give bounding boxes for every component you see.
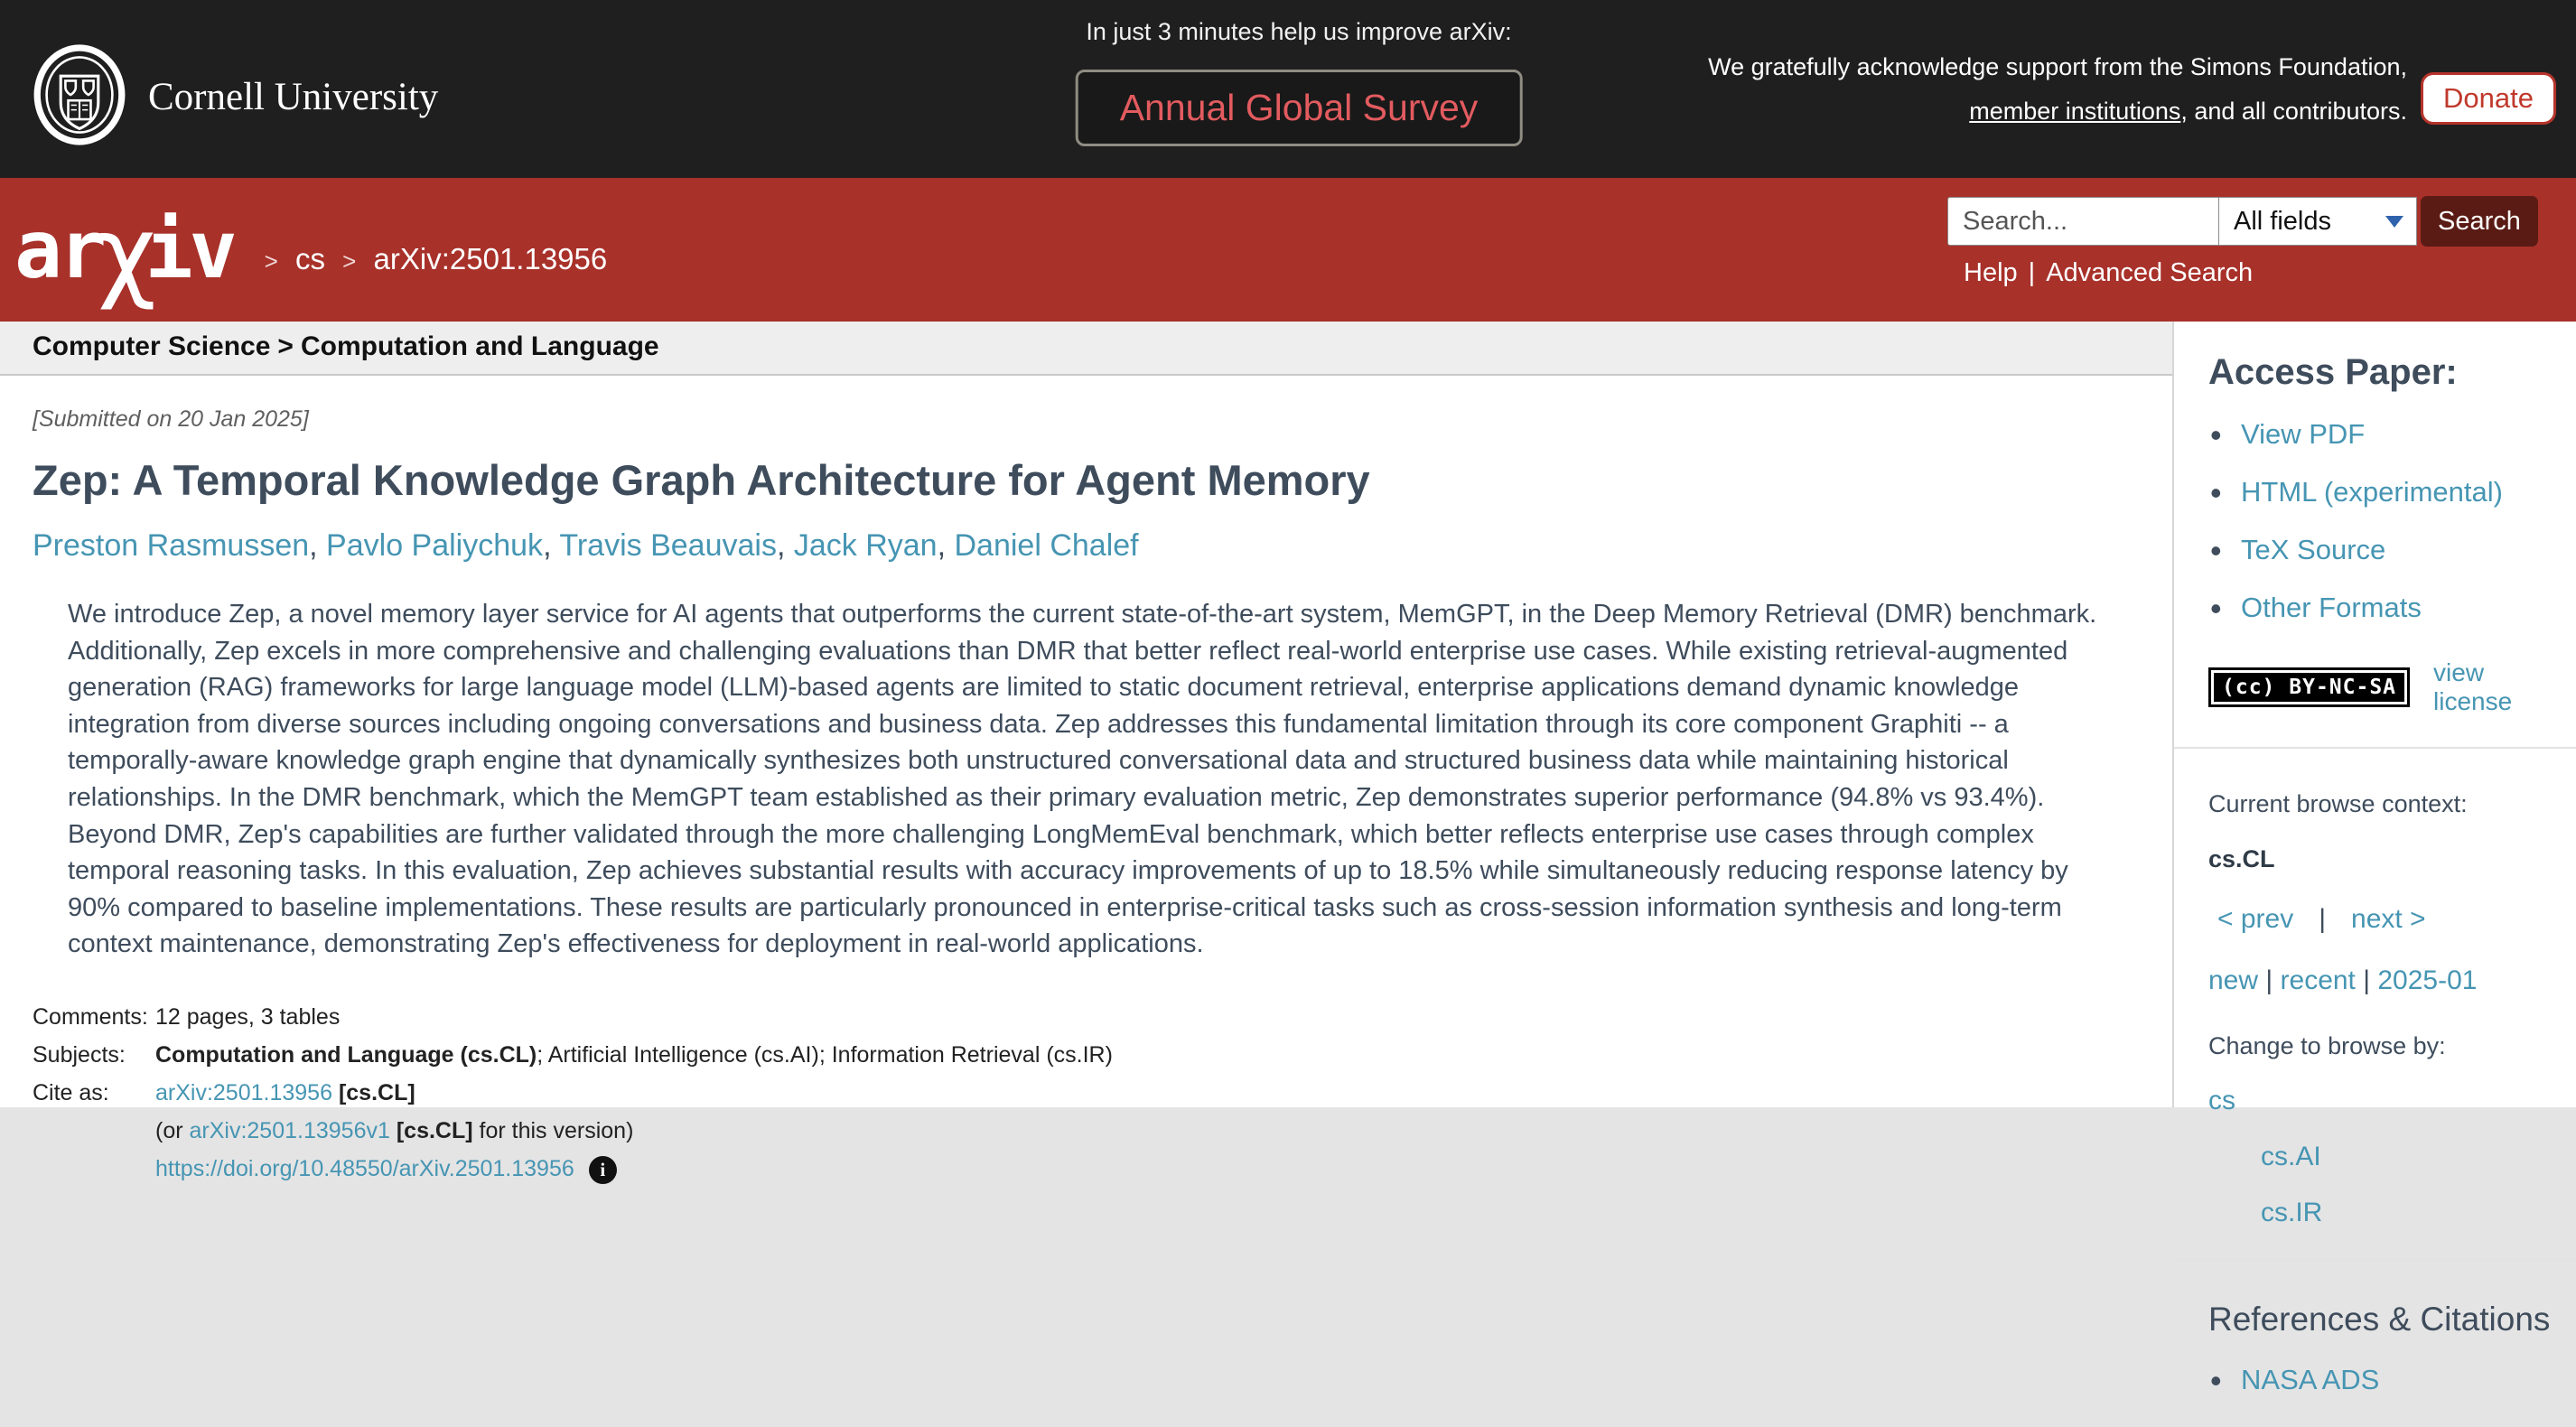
author-link[interactable]: Pavlo Paliychuk , (326, 528, 559, 563)
author-link[interactable]: Travis Beauvais , (559, 528, 794, 563)
version-prefix: (or (155, 1117, 190, 1143)
arxiv-version-link[interactable]: arXiv:2501.13956v1 (189, 1117, 390, 1143)
acknowledgment-line1: We gratefully acknowledge support from the Simons Foundation, (1708, 53, 2407, 80)
subject-primary-link[interactable]: Computer Science (33, 331, 271, 361)
help-link[interactable]: Help (1964, 258, 2018, 287)
acknowledgment-text (1708, 45, 2407, 134)
info-icon[interactable]: i (589, 1156, 617, 1184)
prev-next-pipe: | (2319, 904, 2327, 934)
chevron-down-icon (2385, 216, 2403, 228)
page-body (0, 322, 2576, 1395)
references-citations-title: References & Citations (2208, 1301, 2551, 1338)
author-link[interactable]: Jack Ryan , (794, 528, 955, 563)
arxiv-logo[interactable]: ar χ iv (14, 195, 234, 312)
next-link[interactable]: next > (2351, 904, 2426, 934)
change-browse-label: Change to browse by: (2208, 1032, 2446, 1059)
browse-by-link[interactable]: cs (2208, 1086, 2235, 1115)
breadcrumb-arxiv-id-link[interactable]: arXiv:2501.13956 (373, 241, 608, 275)
access-link-item (2241, 418, 2551, 451)
browse-by-item (2261, 1198, 2551, 1228)
annual-global-survey-button[interactable]: Annual Global Survey (1076, 70, 1523, 146)
field-selector-value: All fields (2234, 206, 2331, 236)
search-button[interactable]: Search (2421, 196, 2538, 247)
view-license-link[interactable]: view license (2433, 658, 2513, 715)
subjects-value (155, 1042, 1113, 1068)
references-citations-section (2174, 1261, 2576, 1427)
listing-nav-item (2377, 965, 2477, 995)
cornell-seal-icon (33, 43, 126, 151)
listing-nav (2208, 965, 2551, 996)
browse-by-link[interactable]: cs.IR (2261, 1198, 2323, 1227)
help-divider: | (2028, 258, 2036, 287)
sidebar (2172, 322, 2576, 1395)
prev-link[interactable]: < prev (2217, 904, 2294, 934)
subject-secondary: Computation and Language (300, 331, 659, 361)
subjects-label: Subjects: (33, 1041, 126, 1068)
version-class: [cs.CL] (396, 1117, 473, 1143)
abstract-text: We introduce Zep, a novel memory layer service for AI agents that outperforms the current state-of-the-art system, MemGPT, in the Deep Memory Retrieval (DMR) benchmark. Additionally, Zep excels in more comprehensive and challenging evaluations than DMR that better reflect real-world enterprise use cases. While existing retrieval-augmented generation (RAG) frameworks for large language model (LLM)-based agents are limited to static document retrieval, enterprise applications demand dynamic knowledge integration from diverse sources including ongoing conversations and business data. Zep addresses this fundamental limitation through its core component Graphiti -- a temporally-aware knowledge graph engine that dynamically synthesizes both unstructured conversational data and structured business data while maintaining historical relationships. In the DMR benchmark, which the MemGPT team established as their primary evaluation metric, Zep demonstrates superior performance (94.8% vs 93.4%). Beyond DMR, Zep's capabilities are further validated through the more challenging LongMemEval benchmark, which better reflects enterprise use cases through complex temporal reasoning tasks. In this evaluation, Zep achieves substantial results with accuracy improvements of up to 18.5% while simultaneously reducing response latency by 90% compared to baseline implementations. These results are particularly pronounced in enterprise-critical tasks such as cross-session information synthesis and long-term context maintenance, demonstrating Zep's effectiveness for deployment in real-world applications. (68, 600, 2097, 959)
cite-class: [cs.CL] (338, 1079, 415, 1105)
cite-line-3 (155, 1156, 633, 1184)
access-paper-title: Access Paper: (2208, 352, 2458, 392)
version-suffix: for this version) (472, 1117, 634, 1143)
cc-icon: (cc) (2222, 676, 2276, 699)
listing-nav-item (2281, 965, 2378, 995)
article (0, 406, 2172, 1196)
cite-line-1 (155, 1080, 633, 1106)
author-link[interactable]: Preston Rasmussen , (33, 528, 326, 563)
subject-strip (0, 322, 2172, 376)
subjects-rest: ; Artificial Intelligence (cs.AI); Information Retrieval (cs.IR) (537, 1041, 1113, 1068)
browse-context-section (2174, 749, 2576, 1259)
arxiv-id-link[interactable]: arXiv:2501.13956 (155, 1079, 332, 1105)
access-link-item (2241, 476, 2551, 508)
prev-next-nav (2208, 904, 2551, 935)
cite-as-value (155, 1080, 633, 1196)
arxiv-logo-ar: ar (14, 203, 103, 296)
author-link[interactable]: Daniel Chalef (954, 528, 1139, 564)
subjects-primary: Computation and Language (cs.CL) (155, 1041, 537, 1068)
browse-by-link[interactable]: cs.AI (2261, 1142, 2321, 1171)
cite-as-row (33, 1080, 2105, 1196)
cornell-wordmark: Cornell University (148, 76, 439, 118)
listing-nav-link[interactable]: recent (2280, 965, 2356, 995)
arxiv-logo-iv: iv (145, 203, 234, 296)
cc-badge-text: BY-NC-SA (2289, 676, 2397, 699)
breadcrumb-cs-link[interactable]: cs (295, 241, 325, 275)
metadata-table (33, 1004, 2105, 1196)
listing-nav-link[interactable]: 2025-01 (2377, 965, 2478, 995)
breadcrumb-separator: > (264, 247, 278, 275)
access-link[interactable]: TeX Source (2241, 534, 2386, 565)
field-selector[interactable] (2218, 197, 2417, 246)
comments-value: 12 pages, 3 tables (155, 1003, 341, 1030)
subjects-row (33, 1042, 2105, 1068)
reference-link-item (2241, 1364, 2551, 1396)
access-link-item (2241, 534, 2551, 566)
cite-line-2 (155, 1118, 633, 1144)
comments-row (33, 1004, 2105, 1031)
search-help-row (1947, 258, 2538, 288)
arxiv-header-banner (0, 178, 2576, 322)
browse-context-label: Current browse context: (2208, 790, 2468, 817)
access-link-item (2241, 592, 2551, 624)
listing-nav-item (2208, 965, 2281, 995)
logo-breadcrumb-row (14, 178, 607, 322)
acknowledgment-line2 (1708, 89, 2407, 134)
license-row (2208, 658, 2551, 716)
top-bar (0, 0, 2576, 178)
submission-dateline: [Submitted on 20 Jan 2025] (33, 406, 309, 432)
member-institutions-link[interactable]: member institutions (1969, 98, 2181, 125)
cornell-university-logo[interactable] (33, 43, 438, 151)
search-row (1947, 197, 2538, 247)
search-input[interactable] (1947, 197, 2218, 246)
advanced-search-link[interactable]: Advanced Search (2046, 258, 2254, 287)
browse-by-list (2208, 1086, 2551, 1228)
reference-link[interactable]: NASA ADS (2241, 1364, 2380, 1395)
cite-as-label: Cite as: (33, 1079, 109, 1105)
access-link[interactable]: Other Formats (2241, 592, 2422, 623)
survey-prompt: In just 3 minutes help us improve arXiv: (1086, 18, 1512, 45)
doi-link[interactable]: https://doi.org/10.48550/arXiv.2501.13956 (155, 1156, 574, 1182)
breadcrumb-separator: > (342, 247, 357, 275)
browse-by-item (2261, 1142, 2551, 1172)
breadcrumb (256, 242, 608, 276)
paper-title: Zep: A Temporal Knowledge Graph Architecture for Agent Memory (33, 456, 1370, 504)
acknowledgment-line2-suffix: , and all contributors. (2180, 98, 2407, 125)
access-link[interactable]: HTML (experimental) (2241, 476, 2503, 508)
references-links-list (2208, 1364, 2551, 1396)
listing-nav-link[interactable]: new (2208, 965, 2259, 995)
browse-context-value: cs.CL (2208, 845, 2275, 872)
comments-label: Comments: (33, 1003, 148, 1030)
browse-by-item (2208, 1086, 2551, 1116)
authors-list (33, 528, 2105, 564)
donate-button[interactable]: Donate (2421, 72, 2556, 125)
search-area (1947, 197, 2538, 288)
main-column (0, 322, 2172, 1182)
access-links-list (2208, 418, 2551, 624)
access-paper-section (2174, 322, 2576, 747)
access-link[interactable]: View PDF (2241, 418, 2366, 450)
subject-separator: > (277, 331, 294, 361)
cc-license-badge[interactable] (2208, 667, 2410, 707)
survey-block (1076, 18, 1523, 146)
